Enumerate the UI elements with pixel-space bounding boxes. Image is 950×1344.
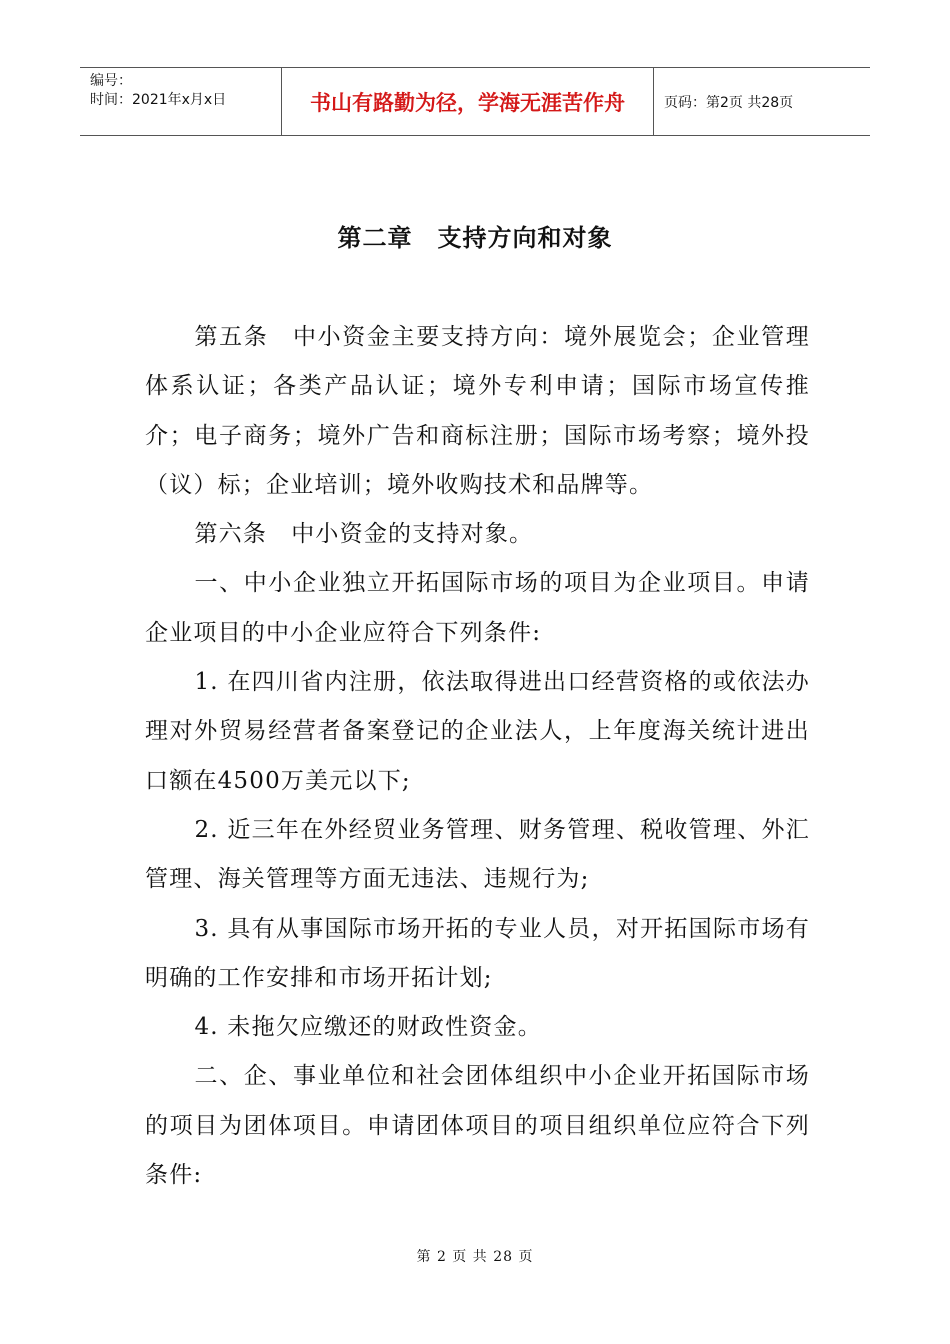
time-label: 时间：2021年x月x日 — [90, 92, 227, 108]
paragraph: 二、企、事业单位和社会团体组织中小企业开拓国际市场的项目为团体项目。申请团体项目的项目组织单位应符合下列条件: — [145, 1063, 810, 1189]
paragraph: 一、中小企业独立开拓国际市场的项目为企业项目。申请企业项目的中小企业应符合下列条件: — [145, 570, 810, 646]
body-text — [145, 313, 810, 1200]
header-page-code: 页码：第2页 共28页 — [664, 94, 794, 111]
page-footer: 第 2 页 共 28 页 — [416, 1249, 534, 1265]
paragraph: 3. 具有从事国际市场开拓的专业人员，对开拓国际市场有明确的工作安排和市场开拓计划; — [145, 915, 810, 991]
header-motto: 书山有路勤为径，学海无涯苦作舟 — [282, 68, 654, 135]
number-label: 编号： — [90, 73, 132, 89]
chapter-title: 第二章 支持方向和对象 — [337, 224, 613, 252]
paragraph: 第六条 中小资金的支持对象。 — [194, 521, 534, 548]
header-meta — [80, 68, 282, 135]
paragraph: 2. 近三年在外经贸业务管理、财务管理、税收管理、外汇管理、海关管理等方面无违法、违规行为; — [145, 816, 810, 893]
page-header — [80, 67, 870, 136]
paragraph: 4. 未拖欠应缴还的财政性资金。 — [194, 1014, 542, 1041]
paragraph: 1. 在四川省内注册，依法取得进出口经营资格的或依法办理对外贸易经营者备案登记的企业法人，上年度海关统计进出口额在4500万美元以下; — [145, 669, 810, 794]
paragraph: 第五条 中小资金主要支持方向：境外展览会；企业管理体系认证；各类产品认证；境外专利申请；国际市场宣传推介；电子商务；境外广告和商标注册；国际市场考察；境外投（议）标；企业培训；境外收购技术和品牌等。 — [145, 324, 810, 498]
